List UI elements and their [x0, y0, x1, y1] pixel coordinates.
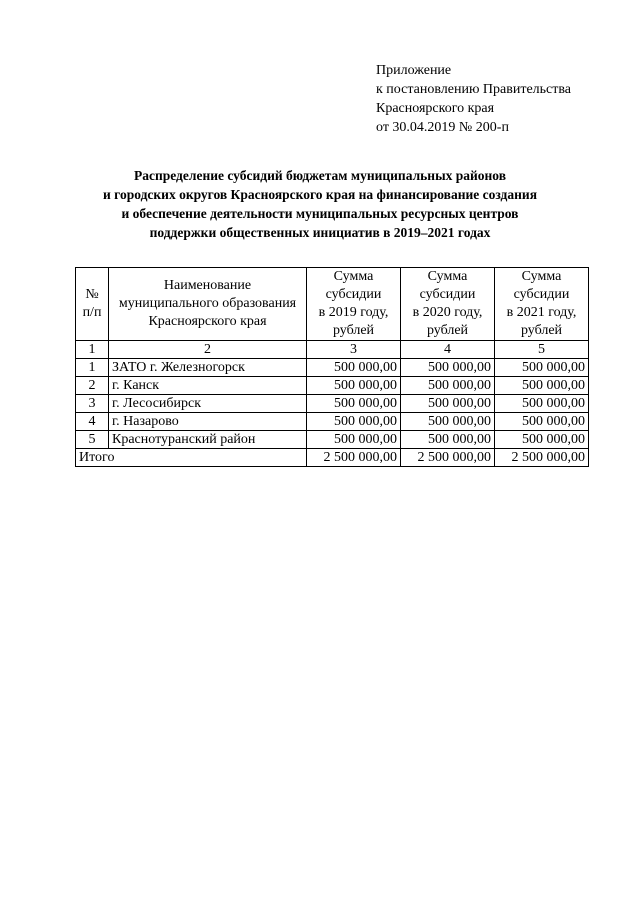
title-line: и обеспечение деятельности муниципальных ресурсных центров	[121, 206, 519, 221]
header-text: субсидии	[513, 287, 570, 302]
row-num: 5	[76, 431, 109, 449]
appendix-line: Красноярского края	[376, 101, 495, 116]
document-title	[60, 166, 580, 242]
row-sum-2019: 500 000,00	[307, 395, 401, 413]
header-text: рублей	[426, 323, 469, 338]
header-text: субсидии	[325, 287, 382, 302]
table-row	[76, 377, 589, 395]
column-index: 4	[401, 341, 495, 359]
row-name: ЗАТО г. Железногорск	[109, 359, 307, 377]
row-sum-2021: 500 000,00	[495, 395, 589, 413]
row-sum-2019: 500 000,00	[307, 359, 401, 377]
table-header-row	[76, 268, 589, 341]
header-num	[76, 268, 109, 341]
title-line: и городских округов Красноярского края на финансирование создания	[103, 187, 537, 202]
row-name: г. Назарово	[109, 413, 307, 431]
row-name: г. Лесосибирск	[109, 395, 307, 413]
row-num: 1	[76, 359, 109, 377]
total-label: Итого	[76, 449, 307, 467]
header-sum-2020	[401, 268, 495, 341]
table-row	[76, 413, 589, 431]
row-sum-2020: 500 000,00	[401, 431, 495, 449]
subsidy-table	[75, 267, 589, 467]
row-name: Краснотуранский район	[109, 431, 307, 449]
header-name	[109, 268, 307, 341]
row-sum-2020: 500 000,00	[401, 377, 495, 395]
title-line: Распределение субсидий бюджетам муниципальных районов	[133, 168, 507, 183]
column-index: 1	[76, 341, 109, 359]
header-text: Наименование	[163, 278, 252, 293]
row-sum-2020: 500 000,00	[401, 395, 495, 413]
header-text: Сумма	[333, 269, 374, 284]
header-text: в 2020 году,	[412, 305, 483, 320]
column-index-row	[76, 341, 589, 359]
header-sum-2019	[307, 268, 401, 341]
row-num: 2	[76, 377, 109, 395]
header-sum-2021	[495, 268, 589, 341]
total-sum-2020: 2 500 000,00	[401, 449, 495, 467]
appendix-line: от 30.04.2019 № 200-п	[376, 120, 509, 135]
row-sum-2020: 500 000,00	[401, 359, 495, 377]
header-text: №	[85, 287, 99, 302]
header-text: рублей	[520, 323, 563, 338]
row-sum-2019: 500 000,00	[307, 431, 401, 449]
header-text: рублей	[332, 323, 375, 338]
row-sum-2019: 500 000,00	[307, 413, 401, 431]
header-text: Сумма	[427, 269, 468, 284]
header-text: Красноярского края	[148, 314, 267, 329]
header-text: в 2021 году,	[506, 305, 577, 320]
total-row	[76, 449, 589, 467]
column-index: 3	[307, 341, 401, 359]
total-sum-2019: 2 500 000,00	[307, 449, 401, 467]
row-sum-2019: 500 000,00	[307, 377, 401, 395]
header-text: субсидии	[419, 287, 476, 302]
appendix-line: Приложение	[376, 63, 452, 78]
header-text: Сумма	[521, 269, 562, 284]
column-index: 2	[109, 341, 307, 359]
row-sum-2021: 500 000,00	[495, 359, 589, 377]
row-sum-2021: 500 000,00	[495, 377, 589, 395]
table-row	[76, 431, 589, 449]
column-index: 5	[495, 341, 589, 359]
appendix-line: к постановлению Правительства	[376, 82, 572, 97]
header-text: п/п	[82, 305, 102, 320]
header-text: муниципального образования	[118, 296, 297, 311]
header-text: в 2019 году,	[318, 305, 389, 320]
total-sum-2021: 2 500 000,00	[495, 449, 589, 467]
row-sum-2021: 500 000,00	[495, 413, 589, 431]
row-name: г. Канск	[109, 377, 307, 395]
appendix-block	[376, 61, 571, 137]
table-row	[76, 395, 589, 413]
row-num: 3	[76, 395, 109, 413]
row-sum-2021: 500 000,00	[495, 431, 589, 449]
row-sum-2020: 500 000,00	[401, 413, 495, 431]
title-line: поддержки общественных инициатив в 2019–2021 годах	[149, 225, 491, 240]
row-num: 4	[76, 413, 109, 431]
table-row	[76, 359, 589, 377]
